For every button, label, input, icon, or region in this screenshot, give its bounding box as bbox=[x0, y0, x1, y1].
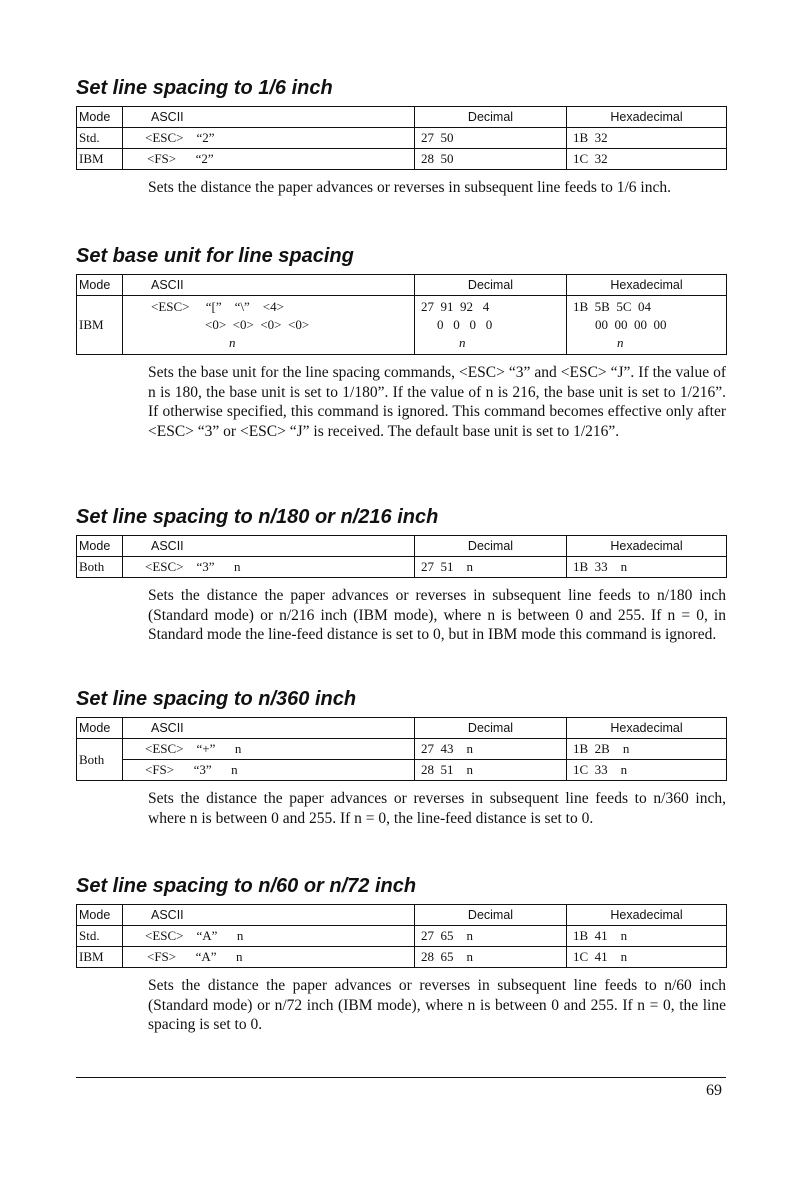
header-mode: Mode bbox=[77, 536, 123, 557]
decimal-line: 27 91 92 4 bbox=[421, 299, 490, 314]
table-header-row bbox=[77, 275, 727, 296]
cell-mode: Both bbox=[77, 557, 123, 578]
command-table bbox=[76, 535, 727, 578]
cell-hex: 1C 32 bbox=[567, 149, 727, 170]
table-row bbox=[77, 739, 727, 760]
header-hex: Hexadecimal bbox=[567, 536, 727, 557]
cell-decimal bbox=[415, 296, 567, 355]
command-table bbox=[76, 274, 727, 355]
cell-mode: IBM bbox=[77, 947, 123, 968]
cell-ascii: <FS> “3” n bbox=[123, 760, 415, 781]
header-ascii: ASCII bbox=[123, 107, 415, 128]
header-ascii: ASCII bbox=[123, 718, 415, 739]
header-decimal: Decimal bbox=[415, 275, 567, 296]
cell-mode: Both bbox=[77, 739, 123, 781]
header-hex: Hexadecimal bbox=[567, 718, 727, 739]
table-row bbox=[77, 926, 727, 947]
hex-line: 1B 5B 5C 04 bbox=[573, 299, 652, 314]
command-table bbox=[76, 106, 727, 170]
footer-divider bbox=[76, 1077, 726, 1078]
cell-decimal: 28 65 n bbox=[415, 947, 567, 968]
cell-decimal: 27 51 n bbox=[415, 557, 567, 578]
decimal-line: n bbox=[459, 335, 466, 350]
hex-line: 00 00 00 00 bbox=[595, 317, 667, 332]
header-mode: Mode bbox=[77, 905, 123, 926]
header-decimal: Decimal bbox=[415, 718, 567, 739]
cell-mode: IBM bbox=[77, 149, 123, 170]
table-row bbox=[77, 947, 727, 968]
cell-decimal: 27 50 bbox=[415, 128, 567, 149]
header-decimal: Decimal bbox=[415, 536, 567, 557]
table-row bbox=[77, 128, 727, 149]
section-description: Sets the distance the paper advances or reverses in subsequent line feeds to 1/6 inch. bbox=[148, 179, 671, 196]
section-description: Sets the distance the paper advances or reverses in subsequent line feeds to n/360 inch, where n is between 0 and 255. If n = 0, the line-feed distance is set to 0. bbox=[148, 790, 726, 827]
cell-hex: 1B 2B n bbox=[567, 739, 727, 760]
header-hex: Hexadecimal bbox=[567, 905, 727, 926]
section-n180-n216 bbox=[76, 505, 726, 645]
cell-hex: 1C 41 n bbox=[567, 947, 727, 968]
section-line-spacing-1-6 bbox=[76, 76, 726, 198]
section-description: Sets the base unit for the line spacing commands, <ESC> “3” and <ESC> “J”. If the value of n is 180, the base unit is set to 1/180”. If the value of n is 216, the base unit is set to 1/216”. If otherwise specified, this command is ignored. This command becomes effective only after <ESC> “3” or <ESC> “J” is received. The default base unit is set to 1/216”. bbox=[148, 364, 726, 440]
cell-decimal: 28 50 bbox=[415, 149, 567, 170]
table-header-row bbox=[77, 718, 727, 739]
section-n60-n72 bbox=[76, 874, 726, 1035]
section-n360 bbox=[76, 687, 726, 828]
section-title: Set line spacing to 1/6 inch bbox=[76, 77, 333, 99]
header-mode: Mode bbox=[77, 275, 123, 296]
cell-mode: IBM bbox=[77, 296, 123, 355]
table-header-row bbox=[77, 905, 727, 926]
cell-ascii: <ESC> “A” n bbox=[123, 926, 415, 947]
cell-mode: Std. bbox=[77, 926, 123, 947]
hex-line: n bbox=[617, 335, 624, 350]
ascii-line: <0> <0> <0> <0> bbox=[205, 317, 310, 332]
cell-hex bbox=[567, 296, 727, 355]
cell-decimal: 28 51 n bbox=[415, 760, 567, 781]
cell-ascii: <ESC> “3” n bbox=[123, 557, 415, 578]
header-hex: Hexadecimal bbox=[567, 107, 727, 128]
ascii-line: n bbox=[229, 335, 236, 350]
section-title: Set base unit for line spacing bbox=[76, 245, 354, 267]
header-decimal: Decimal bbox=[415, 905, 567, 926]
cell-ascii: <ESC> “2” bbox=[123, 128, 415, 149]
ascii-line: <ESC> “[” “\” <4> bbox=[151, 299, 284, 314]
cell-hex: 1B 32 bbox=[567, 128, 727, 149]
table-header-row bbox=[77, 107, 727, 128]
cell-mode: Std. bbox=[77, 128, 123, 149]
section-description: Sets the distance the paper advances or reverses in subsequent line feeds to n/60 inch (Standard mode) or n/72 inch (IBM mode), where n is between 0 and 255. If n = 0, the line spacing is set to 0. bbox=[148, 977, 726, 1033]
section-base-unit bbox=[76, 244, 726, 441]
section-description: Sets the distance the paper advances or reverses in subsequent line feeds to n/180 inch (Standard mode) or n/216 inch (IBM mode), where n is between 0 and 255. If n = 0, in Standard mode the line-feed distance is set to 0, but in IBM mode this command is ignored. bbox=[148, 587, 726, 643]
table-row bbox=[77, 557, 727, 578]
table-header-row bbox=[77, 536, 727, 557]
table-row bbox=[77, 149, 727, 170]
header-mode: Mode bbox=[77, 107, 123, 128]
cell-ascii bbox=[123, 296, 415, 355]
cell-ascii: <FS> “2” bbox=[123, 149, 415, 170]
section-title: Set line spacing to n/60 or n/72 inch bbox=[76, 875, 417, 897]
header-ascii: ASCII bbox=[123, 536, 415, 557]
cell-hex: 1C 33 n bbox=[567, 760, 727, 781]
cell-ascii: <ESC> “+” n bbox=[123, 739, 415, 760]
header-ascii: ASCII bbox=[123, 275, 415, 296]
command-table bbox=[76, 904, 727, 968]
header-ascii: ASCII bbox=[123, 905, 415, 926]
cell-decimal: 27 43 n bbox=[415, 739, 567, 760]
table-row bbox=[77, 760, 727, 781]
section-title: Set line spacing to n/180 or n/216 inch bbox=[76, 506, 439, 528]
table-row bbox=[77, 296, 727, 355]
header-hex: Hexadecimal bbox=[567, 275, 727, 296]
header-mode: Mode bbox=[77, 718, 123, 739]
header-decimal: Decimal bbox=[415, 107, 567, 128]
decimal-line: 0 0 0 0 bbox=[437, 317, 493, 332]
cell-decimal: 27 65 n bbox=[415, 926, 567, 947]
section-title: Set line spacing to n/360 inch bbox=[76, 688, 357, 710]
command-table bbox=[76, 717, 727, 781]
page-number: 69 bbox=[706, 1082, 722, 1099]
cell-hex: 1B 41 n bbox=[567, 926, 727, 947]
cell-hex: 1B 33 n bbox=[567, 557, 727, 578]
cell-ascii: <FS> “A” n bbox=[123, 947, 415, 968]
